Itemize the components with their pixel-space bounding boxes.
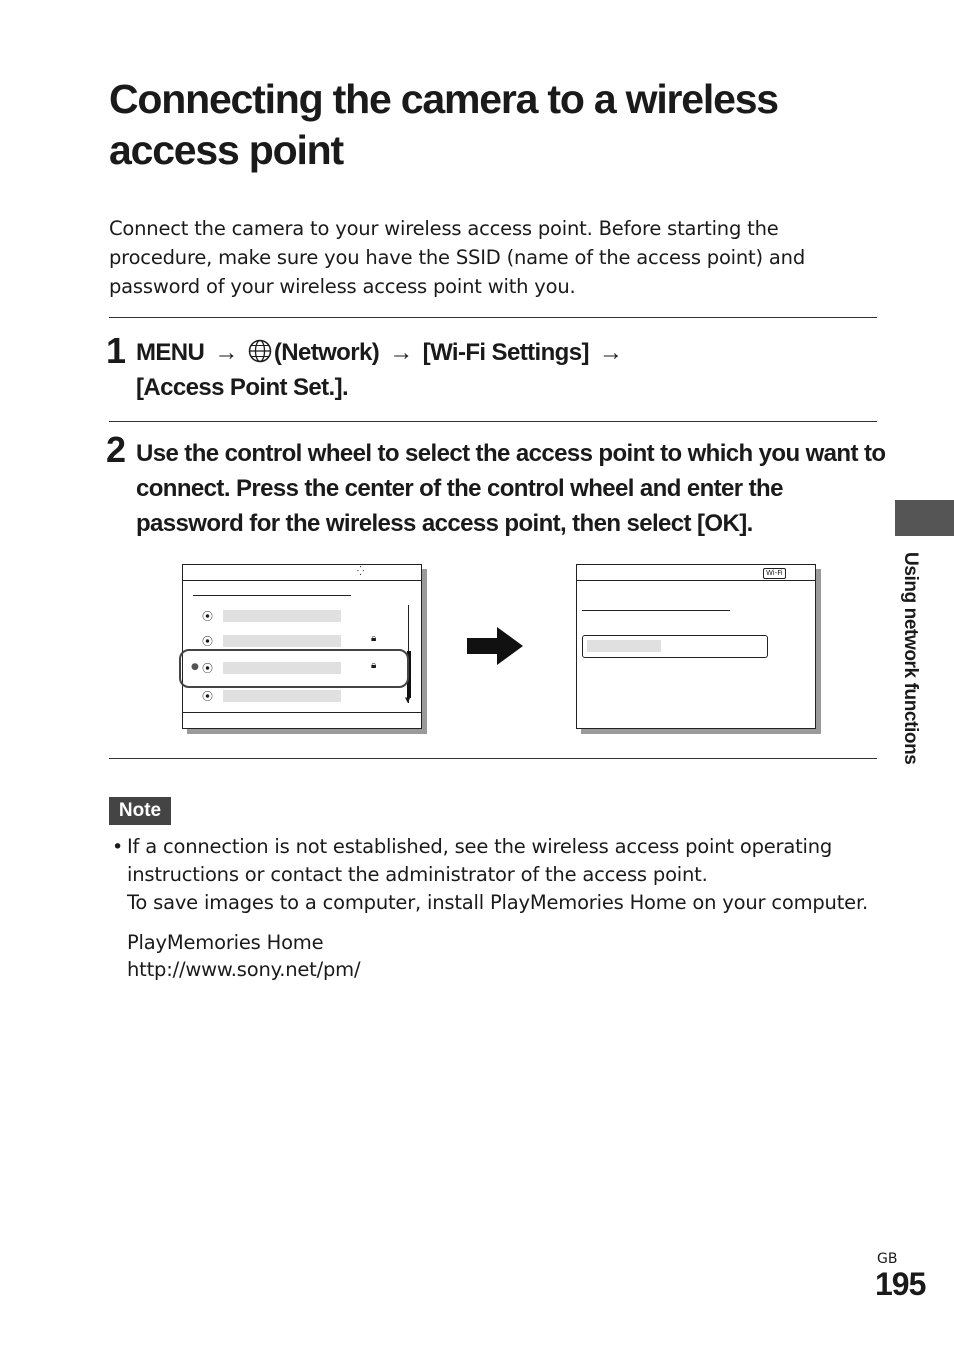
access-point-list-screen <box>182 564 422 729</box>
intro-paragraph: Connect the camera to your wireless access point. Before starting the procedure, make sure you have the SSID (name of the access point) and password of your wireless access point with you. <box>109 217 805 298</box>
menu-label: MENU <box>136 339 205 366</box>
password-label-line <box>582 610 730 611</box>
wifi-signal-icon: ⦿ <box>202 635 213 648</box>
selection-highlight-frame <box>179 649 409 688</box>
wifi-signal-icon: ⦿ <box>202 662 213 675</box>
divider <box>109 317 877 318</box>
arrow-right-icon: → <box>214 339 238 366</box>
screen-footer-line <box>183 712 421 713</box>
side-tab-block <box>895 500 954 536</box>
step-2-number: 2 <box>106 429 127 470</box>
access-point-row[interactable] <box>183 609 421 623</box>
note-badge: Note <box>109 797 171 825</box>
wifi-signal-icon: ⦿ <box>202 690 213 703</box>
page-language: GB <box>877 1251 898 1267</box>
selection-dot-icon: ● <box>191 662 199 672</box>
screen-subheader-line <box>193 595 351 596</box>
note-line-1: If a connection is not established, see the wireless access point operating instructions or contact the administrator of the access point. <box>127 835 833 886</box>
arrow-right-icon: → <box>598 339 623 366</box>
page-title <box>109 74 849 176</box>
lock-icon: 🔒︎ <box>371 660 377 671</box>
password-entry-screen <box>576 564 816 729</box>
arrow-right-icon: → <box>389 339 413 366</box>
support-url[interactable]: http://www.sony.net/pm/ <box>127 958 361 981</box>
wifi-badge-icon: Wi-Fi <box>763 568 786 579</box>
wifi-settings-label: [Wi-Fi Settings] <box>422 339 589 366</box>
next-arrow-icon <box>467 627 523 665</box>
divider <box>109 758 877 759</box>
wifi-signal-icon: ⦿ <box>202 610 213 623</box>
network-globe-icon <box>248 339 272 363</box>
note-line-2: To save images to a computer, install PlayMemories Home on your computer. <box>127 891 868 914</box>
screen-header-line <box>183 580 421 581</box>
lock-icon: 🔒︎ <box>371 633 377 644</box>
bullet: • <box>112 836 124 858</box>
page-number: 195 <box>875 1266 926 1302</box>
step-1-number: 1 <box>106 330 127 371</box>
note-text <box>127 833 887 917</box>
access-point-row[interactable] <box>183 634 421 648</box>
screen-header-line <box>577 580 815 581</box>
access-point-name-placeholder <box>223 635 341 647</box>
password-placeholder <box>587 640 661 652</box>
title-line-2: access point <box>109 127 343 173</box>
password-input[interactable] <box>582 635 768 658</box>
access-point-name-placeholder <box>223 690 341 702</box>
url-block <box>127 929 727 983</box>
side-tab-label: Using network functions <box>900 552 921 765</box>
divider <box>109 421 877 422</box>
access-point-name-placeholder <box>223 610 341 622</box>
app-name: PlayMemories Home <box>127 931 324 954</box>
step-1-text <box>136 335 886 405</box>
access-point-row[interactable] <box>183 689 421 703</box>
spinner-icon: ⁛ <box>357 567 365 577</box>
network-label: (Network) <box>273 339 380 366</box>
scroll-down-icon: ▼ <box>405 696 411 704</box>
title-line-1: Connecting the camera to a wireless <box>109 76 778 122</box>
step-2-text: Use the control wheel to select the access point to which you want to connect. Press the center of the control wheel and enter the password for the wireless access point, then select [OK]. <box>136 440 886 537</box>
access-point-label: [Access Point Set.]. <box>136 374 349 401</box>
